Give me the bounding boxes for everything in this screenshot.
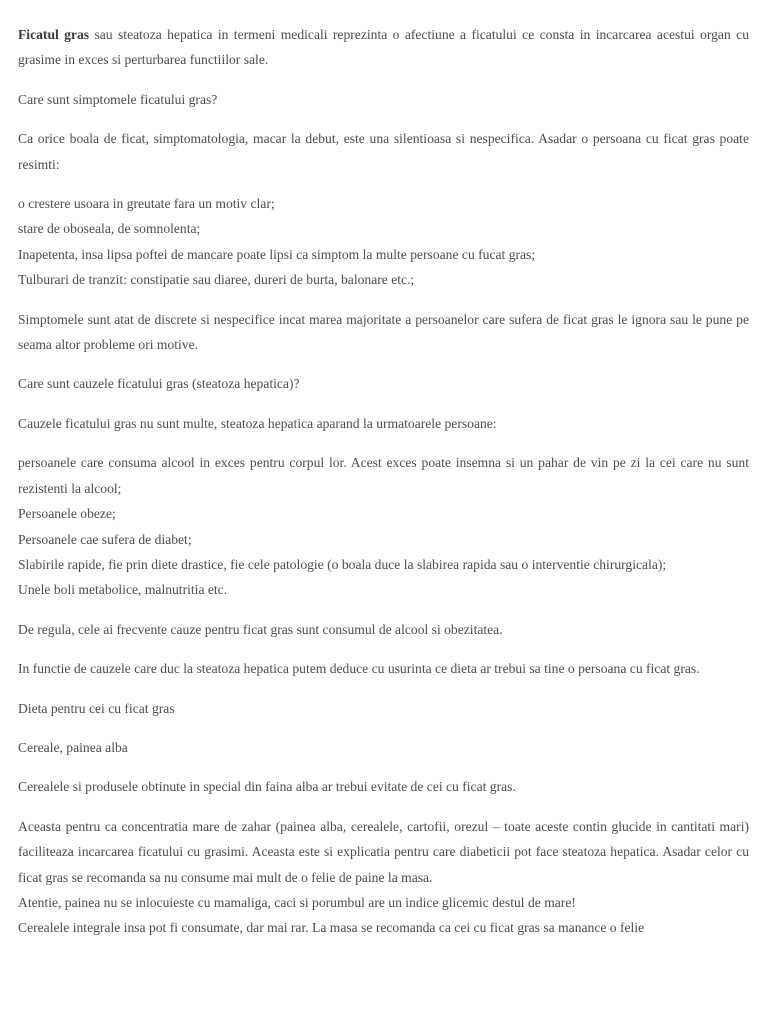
symptoms-intro-paragraph: Ca orice boala de ficat, simptomatologia, macar la debut, este una silentioasa si nespecifica. Asadar o persoana cu ficat gras poate resimti: (18, 131, 749, 172)
list-item: Inapetenta, insa lipsa poftei de mancare poate lipsi ca simptom la multe persoane cu fucat gras; (18, 246, 536, 262)
cereals-heading: Cereale, painea alba (18, 739, 128, 755)
list-item: persoanele care consuma alcool in exces pentru corpul lor. Acest exces poate insemna si un pahar de vin pe zi la cei care nu sunt rezistenti la alcool; (18, 455, 749, 496)
symptoms-list (18, 191, 749, 293)
rule-paragraph: De regula, cele ai frecvente cauze pentru ficat gras sunt consumul de alcool si obezitatea. (18, 621, 503, 637)
cereals-paragraph: Cerealele si produsele obtinute in special din faina alba ar trebui evitate de cei cu ficat gras. (18, 779, 516, 795)
list-item: Tulburari de tranzit: constipatie sau diaree, dureri de burta, balonare etc.; (18, 272, 415, 288)
integral-text: Cerealele integrale insa pot fi consumate, dar mai rar. La masa se recomanda ca cei cu ficat gras sa manance o felie (18, 920, 645, 936)
list-item: Persoanele cae sufera de diabet; (18, 531, 192, 547)
list-item: stare de oboseala, de somnolenta; (18, 221, 201, 237)
article-body (18, 22, 749, 941)
list-item: o crestere usoara in greutate fara un motiv clar; (18, 196, 275, 212)
list-item: Unele boli metabolice, malnutritia etc. (18, 582, 228, 598)
sugar-text: Aceasta pentru ca concentratia mare de zahar (painea alba, cerealele, cartofii, orezul – toate aceste contin glucide in cantitati mari) faciliteaza incarcarea ficatului cu grasimi. Aceasta este si explicatia pentru care diabeticii pot face steatoza hepatica. Asadar celor cu ficat gras se recomanda sa nu consume mai mult de o felie de paine la masa. (18, 818, 749, 885)
intro-text: sau steatoza hepatica in termeni medicali reprezinta o afectiune a ficatului ce consta in incarcarea acestui organ cu grasime in exces si perturbarea functiilor sale. (18, 27, 749, 68)
diet-heading: Dieta pentru cei cu ficat gras (18, 700, 175, 716)
list-item: Slabirile rapide, fie prin diete drastice, fie cele patologie (o boala duce la slabirea rapida sau o interventie chirurgicala); (18, 556, 667, 572)
list-item: Persoanele obeze; (18, 506, 116, 522)
causes-list (18, 450, 749, 602)
intro-paragraph (18, 22, 749, 73)
question-causes: Care sunt cauzele ficatului gras (steatoza hepatica)? (18, 376, 300, 392)
sugar-paragraph (18, 814, 749, 941)
attention-text: Atentie, painea nu se inlocuieste cu mamaliga, caci si porumbul are un indice glicemic destul de mare! (18, 894, 576, 910)
symptoms-note-paragraph: Simptomele sunt atat de discrete si nespecifice incat marea majoritate a persoanelor care sufera de ficat gras le ignora sau le pune pe seama altor probleme ori motive. (18, 311, 749, 353)
causes-intro-paragraph: Cauzele ficatului gras nu sunt multe, steatoza hepatica aparand la urmatoarele persoane: (18, 415, 497, 431)
question-symptoms: Care sunt simptomele ficatului gras? (18, 91, 218, 107)
function-paragraph: In functie de cauzele care duc la steatoza hepatica putem deduce cu usurinta ce dieta ar trebui sa tine o persoana cu ficat gras. (18, 661, 700, 677)
intro-bold-term: Ficatul gras (18, 27, 90, 42)
